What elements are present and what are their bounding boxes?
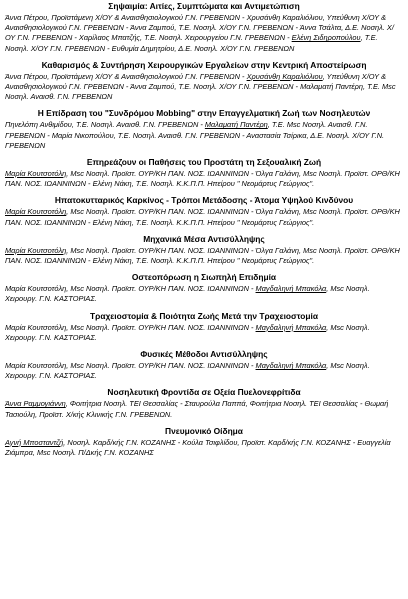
presenting-author-name: Μαγδαληνή Μπακόλα — [255, 284, 327, 294]
author-list: Πηνελόπη Ανθιμίδου, Τ.Ε. Νοσηλ. Αναισθ. Γ.Ν. ΓΡΕΒΕΝΩΝ - Μαλαματή Παντέρη, Τ.Ε. Msc Νοσηλ. Αναισθ. Γ.Ν. ΓΡΕΒΕΝΩΝ - Μαρία Νικοπούλου, Τ.Ε. Νοσηλ. Αναισθ. Γ.Ν. ΓΡΕΒΕΝΩΝ - Αναστασία Τσίρικα, Δ.Ε. Νοσηλ. Χ/ΟΥ Γ.Ν. ΓΡΕΒΕΝΩΝ — [5, 120, 385, 150]
author-name: Όλγα Γαλάνη — [255, 169, 299, 179]
presentation-entry — [5, 234, 403, 266]
author-affiliation: Φοιτήτρια Νοσηλ. ΤΕΙ Θεσσαλίας — [249, 399, 358, 409]
author-list: Μαρία Κουτσοτόλη, Msc Νοσηλ. Προϊστ. ΟΥΡ/ΚΗ ΠΑΝ. ΝΟΣ. ΙΩΑΝΝΙΝΩΝ - Όλγα Γαλάνη, Msc Νοσηλ. Προϊστ. ΟΡΘ/ΚΗ ΠΑΝ. ΝΟΣ. ΙΩΑΝΝΙΝΩΝ - Ελένη Νάκη, Τ.Ε. Νοσηλ. Κ.Κ.Π.Π. Ηπείρου " Νεομάρτυς Γεώργιος". — [5, 245, 400, 266]
author-affiliation: Τ.Ε. Νοσηλ. Χειρουργείου Γ.Ν. ΓΡΕΒΕΝΩΝ — [144, 33, 286, 43]
presentation-title: Τραχειοστομία & Ποιότητα Ζωής Μετά την Τραχειοστομία — [90, 310, 318, 321]
presentation-title: Ηπατοκυτταρικός Καρκίνος - Τρόποι Μετάδοσης - Άτομα Υψηλού Κινδύνου — [54, 195, 354, 206]
author-affiliation: Υπεύθυνη Χ/ΟΥ & Αναισθησιολογικού Γ.Ν. ΓΡΕΒΕΝΩΝ — [5, 71, 387, 92]
author-name: Μαρία Κουτσοτόλη — [5, 361, 67, 371]
presenting-author-name: Μαγδαληνή Μπακόλα — [255, 361, 327, 371]
presenting-author-name: Μαρία Κουτσοτόλη — [5, 245, 67, 255]
author-affiliation: Προϊστ. Καρδ/κής Γ.Ν. ΚΟΖΑΝΗΣ — [241, 437, 351, 447]
author-affiliation: Τ.Ε. Νοσηλ. Αναισθ. Γ.Ν. ΓΡΕΒΕΝΩΝ — [117, 130, 241, 140]
author-name: Ελένη Νάκη — [92, 179, 132, 189]
presenting-author-name: Χρυσάνθη Καραλιόλιου — [246, 71, 323, 81]
author-name: Ελένη Νάκη — [92, 256, 132, 266]
author-name: Χρυσάνθη Καραλιόλιου — [246, 13, 323, 22]
author-affiliation: Τ.Ε. Νοσηλ. Κ.Κ.Π.Π. Ηπείρου " Νεομάρτυς Γεώργιος". — [135, 217, 315, 227]
presentation-entry — [5, 272, 403, 304]
author-affiliation: Msc Νοσηλ. Προϊστ. ΟΡΘ/ΚΗ ΠΑΝ. ΝΟΣ. ΙΩΑΝΝΙΝΩΝ — [5, 207, 400, 227]
presentation-title: Οστεοπόρωση η Σιωπηλή Επιδημία — [131, 272, 277, 283]
author-affiliation: Τ.Ε. Νοσηλ. Χ/ΟΥ Γ.Ν. ΓΡΕΒΕΝΩΝ — [5, 33, 378, 53]
author-name: Μαρία Νικοπούλου — [51, 130, 114, 140]
presenting-author-name: Μαγδαληνή Μπακόλα — [255, 322, 327, 332]
author-name: Άννα Ζαμπού — [130, 82, 175, 92]
presentation-entry — [5, 311, 403, 343]
author-list: Αγνή Μποσταντζή, Νοσηλ. Καρδ/κής Γ.Ν. ΚΟΖΑΝΗΣ - Κούλα Τσιφλίδου, Προϊστ. Καρδ/κής Γ.Ν. ΚΟΖΑΝΗΣ - Ευαγγελία Ζιάμπρα, Msc Νοσηλ. Π/Δκής Γ.Ν. ΚΟΖΑΝΗΣ — [5, 437, 391, 458]
author-name: Θωμαή Τασιούλη — [5, 399, 389, 419]
author-affiliation: Δ.Ε. Νοσηλ. Χ/ΟΥ Γ.Ν. ΓΡΕΒΕΝΩΝ — [5, 23, 394, 43]
author-affiliation: Τ.Ε. Νοσηλ. Αναισθ. Γ.Ν. ΓΡΕΒΕΝΩΝ — [75, 120, 199, 130]
author-name: Χαρίλαος Μπατζής — [78, 33, 141, 43]
author-affiliation: Msc Νοσηλ. Προϊστ. ΟΥΡ/ΚΗ ΠΑΝ. ΝΟΣ. ΙΩΑΝΝΙΝΩΝ — [70, 207, 249, 217]
author-affiliation: Msc Νοσηλ. Προϊστ. ΟΥΡ/ΚΗ ΠΑΝ. ΝΟΣ. ΙΩΑΝΝΙΝΩΝ — [70, 169, 249, 179]
presentation-entry — [5, 108, 403, 151]
author-name: Σταυρούλα Παππά — [184, 399, 246, 409]
author-list: Μαρία Κουτσοτόλη, Msc Νοσηλ. Προϊστ. ΟΥΡ/ΚΗ ΠΑΝ. ΝΟΣ. ΙΩΑΝΝΙΝΩΝ - Μαγδαληνή Μπακόλα, Msc Νοσηλ. Χειρουργ. Γ.Ν. ΚΑΣΤΟΡΙΑΣ. — [5, 284, 370, 304]
author-list: Μαρία Κουτσοτόλη, Msc Νοσηλ. Προϊστ. ΟΥΡ/ΚΗ ΠΑΝ. ΝΟΣ. ΙΩΑΝΝΙΝΩΝ - Όλγα Γαλάνη, Msc Νοσηλ. Προϊστ. ΟΡΘ/ΚΗ ΠΑΝ. ΝΟΣ. ΙΩΑΝΝΙΝΩΝ - Ελένη Νάκη, Τ.Ε. Νοσηλ. Κ.Κ.Π.Π. Ηπείρου " Νεομάρτυς Γεώργιος". — [5, 169, 400, 189]
author-name: Όλγα Γαλάνη — [255, 245, 299, 255]
author-affiliation: Msc Νοσηλ. Χειρουργ. Γ.Ν. ΚΑΣΤΟΡΙΑΣ. — [5, 284, 370, 304]
presentation-entry — [5, 426, 403, 458]
author-affiliation: Προϊστάμενη Χ/ΟΥ & Αναισθησιολογικού Γ.Ν. ΓΡΕΒΕΝΩΝ — [51, 71, 240, 81]
author-affiliation: Msc Νοσηλ. Χειρουργ. Γ.Ν. ΚΑΣΤΟΡΙΑΣ. — [5, 361, 370, 381]
author-affiliation: Δ.Ε. Νοσηλ. Χ/ΟΥ Γ.Ν. ΓΡΕΒΕΝΩΝ — [5, 130, 385, 150]
presentation-entry — [5, 195, 403, 227]
presentation-title: Σηψαιμία: Αιτίες, Συμπτώματα και Αντιμετώπιση — [108, 1, 300, 11]
presentation-title: Η Επίδραση του "Συνδρόμου Mobbing" στην Επαγγελματική Ζωή των Νοσηλευτών — [37, 108, 371, 119]
author-affiliation: Τ.Ε. Νοσηλ. Κ.Κ.Π.Π. Ηπείρου " Νεομάρτυς Γεώργιος". — [135, 256, 315, 266]
presentation-title: Μηχανικά Μέσα Αντισύλληψης — [143, 233, 265, 244]
author-list: Άννα Πέτρου, Προϊστάμενη Χ/ΟΥ & Αναισθησιολογικού Γ.Ν. ΓΡΕΒΕΝΩΝ - Χρυσάνθη Καραλιόλιου, Υπεύθυνη Χ/ΟΥ & Αναισθησιολογικού Γ.Ν. ΓΡΕΒΕΝΩΝ - Άννα Ζαμπού, Τ.Ε. Νοσηλ. Χ/ΟΥ Γ.Ν. ΓΡΕΒΕΝΩΝ - Άννα Τσάλτα, Δ.Ε. Νοσηλ. Χ/ΟΥ Γ.Ν. ΓΡΕΒΕΝΩΝ - Χαρίλαος Μπατζής, Τ.Ε. Νοσηλ. Χειρουργείου Γ.Ν. ΓΡΕΒΕΝΩΝ - Ελένη Σιδηροπούλου, Τ.Ε. Νοσηλ. Χ/ΟΥ Γ.Ν. ΓΡΕΒΕΝΩΝ - Ευθυμία Δημητρίου, Δ.Ε. Νοσηλ. Χ/ΟΥ Γ.Ν. ΓΡΕΒΕΝΩΝ — [5, 13, 394, 53]
author-name: Άννα Τσάλτα — [299, 23, 342, 33]
presenting-author-name: Μαλαματή Παντέρη — [204, 120, 268, 130]
presentation-entry — [5, 387, 403, 419]
author-affiliation: Τ.Ε. Νοσηλ. Χ/ΟΥ Γ.Ν. ΓΡΕΒΕΝΩΝ — [178, 23, 294, 33]
author-affiliation: Msc Νοσηλ. Προϊστ. ΟΡΘ/ΚΗ ΠΑΝ. ΝΟΣ. ΙΩΑΝΝΙΝΩΝ — [5, 245, 400, 266]
author-list: Άννα Πέτρου, Προϊστάμενη Χ/ΟΥ & Αναισθησιολογικού Γ.Ν. ΓΡΕΒΕΝΩΝ - Χρυσάνθη Καραλιόλιου, Υπεύθυνη Χ/ΟΥ & Αναισθησιολογικού Γ.Ν. ΓΡΕΒΕΝΩΝ - Άννα Ζαμπού, Τ.Ε. Νοσηλ. Χ/ΟΥ Γ.Ν. ΓΡΕΒΕΝΩΝ - Μαλαματή Παντέρη, Τ.Ε. Msc Νοσηλ. Αναισθ. Γ.Ν. ΓΡΕΒΕΝΩΝ — [5, 71, 396, 102]
author-name: Άννα Πέτρου — [5, 71, 48, 81]
author-affiliation: Msc Νοσηλ. Χειρουργ. Γ.Ν. ΚΑΣΤΟΡΙΑΣ. — [5, 322, 370, 342]
presenting-author-name: Ελένη Σιδηροπούλου — [291, 33, 361, 43]
author-affiliation: Τ.Ε. Msc Νοσηλ. Αναισθ. Γ.Ν. ΓΡΕΒΕΝΩΝ — [5, 82, 396, 102]
author-name: Μαλαματή Παντέρη — [300, 82, 363, 92]
author-affiliation: Msc Νοσηλ. Προϊστ. ΟΡΘ/ΚΗ ΠΑΝ. ΝΟΣ. ΙΩΑΝΝΙΝΩΝ — [5, 169, 400, 189]
presenting-author-name: Μαρία Κουτσοτόλη — [5, 169, 67, 179]
presenting-author-name: Αγνή Μποσταντζή — [5, 437, 64, 447]
author-list: Μαρία Κουτσοτόλη, Msc Νοσηλ. Προϊστ. ΟΥΡ/ΚΗ ΠΑΝ. ΝΟΣ. ΙΩΑΝΝΙΝΩΝ - Μαγδαληνή Μπακόλα, Msc Νοσηλ. Χειρουργ. Γ.Ν. ΚΑΣΤΟΡΙΑΣ. — [5, 322, 370, 342]
presentation-entry — [5, 157, 403, 189]
author-name: Ελένη Νάκη — [92, 217, 132, 227]
author-affiliation: Υπεύθυνη Χ/ΟΥ & Αναισθησιολογικού Γ.Ν. ΓΡΕΒΕΝΩΝ — [5, 13, 387, 33]
presenting-author-name: Άννα Ραμμογιάννη — [5, 399, 66, 409]
author-list: Άννα Ραμμογιάννη, Φοιτήτρια Νοσηλ. ΤΕΙ Θεσσαλίας - Σταυρούλα Παππά, Φοιτήτρια Νοσηλ. ΤΕΙ Θεσσαλίας - Θωμαή Τασιούλη, Προϊστ. Χ/κής Κλινικής Γ.Ν. ΓΡΕΒΕΝΩΝ. — [5, 399, 389, 419]
author-affiliation: Msc Νοσηλ. Προϊστ. ΟΥΡ/ΚΗ ΠΑΝ. ΝΟΣ. ΙΩΑΝΝΙΝΩΝ — [70, 284, 249, 294]
author-affiliation: Τ.Ε. Msc Νοσηλ. Αναισθ. Γ.Ν. ΓΡΕΒΕΝΩΝ — [5, 120, 368, 140]
author-affiliation: Προϊστ. Χ/κής Κλινικής Γ.Ν. ΓΡΕΒΕΝΩΝ. — [39, 409, 173, 419]
author-name: Όλγα Γαλάνη — [255, 207, 299, 217]
author-name: Άννα Πέτρου — [5, 13, 48, 22]
author-affiliation: Msc Νοσηλ. Προϊστ. ΟΥΡ/ΚΗ ΠΑΝ. ΝΟΣ. ΙΩΑΝΝΙΝΩΝ — [70, 322, 249, 332]
presentation-title: Φυσικές Μέθοδοι Αντισύλληψης — [140, 349, 268, 360]
author-affiliation: Msc Νοσηλ. Π/Δκής Γ.Ν. ΚΟΖΑΝΗΣ — [36, 448, 154, 458]
presentation-entry — [5, 349, 403, 381]
author-name: Μαρία Κουτσοτόλη — [5, 284, 67, 294]
author-affiliation: Τ.Ε. Νοσηλ. Χ/ΟΥ Γ.Ν. ΓΡΕΒΕΝΩΝ — [178, 82, 294, 92]
author-affiliation: Νοσηλ. Καρδ/κής Γ.Ν. ΚΟΖΑΝΗΣ — [67, 437, 176, 447]
author-name: Πηνελόπη Ανθιμίδου — [5, 120, 72, 130]
presenting-author-name: Μαρία Κουτσοτόλη — [5, 207, 67, 217]
author-list: Μαρία Κουτσοτόλη, Msc Νοσηλ. Προϊστ. ΟΥΡ/ΚΗ ΠΑΝ. ΝΟΣ. ΙΩΑΝΝΙΝΩΝ - Όλγα Γαλάνη, Msc Νοσηλ. Προϊστ. ΟΡΘ/ΚΗ ΠΑΝ. ΝΟΣ. ΙΩΑΝΝΙΝΩΝ - Ελένη Νάκη, Τ.Ε. Νοσηλ. Κ.Κ.Π.Π. Ηπείρου " Νεομάρτυς Γεώργιος". — [5, 207, 400, 227]
author-list: Μαρία Κουτσοτόλη, Msc Νοσηλ. Προϊστ. ΟΥΡ/ΚΗ ΠΑΝ. ΝΟΣ. ΙΩΑΝΝΙΝΩΝ - Μαγδαληνή Μπακόλα, Msc Νοσηλ. Χειρουργ. Γ.Ν. ΚΑΣΤΟΡΙΑΣ. — [5, 361, 370, 381]
author-affiliation: Msc Νοσηλ. Προϊστ. ΟΥΡ/ΚΗ ΠΑΝ. ΝΟΣ. ΙΩΑΝΝΙΝΩΝ — [70, 245, 249, 255]
presentation-title: Νοσηλευτική Φροντίδα σε Οξεία Πυελονεφρίτιδα — [107, 387, 301, 398]
presentation-title: Επηρεάζουν οι Παθήσεις του Προστάτη τη Σεξουαλική Ζωή — [86, 157, 322, 168]
author-name: Ευθυμία Δημητρίου — [111, 43, 175, 53]
presentation-title: Καθαρισμός & Συντήρηση Χειρουργικών Εργαλείων στην Κεντρική Αποστείρωση — [41, 59, 367, 70]
author-affiliation: Msc Νοσηλ. Προϊστ. ΟΥΡ/ΚΗ ΠΑΝ. ΝΟΣ. ΙΩΑΝΝΙΝΩΝ — [70, 361, 249, 371]
presentation-title: Πνευμονικό Οίδημα — [165, 425, 243, 436]
author-name: Κούλα Τσιφλίδου — [182, 437, 238, 447]
author-name: Μαρία Κουτσοτόλη — [5, 322, 67, 332]
author-affiliation: Προϊστάμενη Χ/ΟΥ & Αναισθησιολογικού Γ.Ν. ΓΡΕΒΕΝΩΝ — [51, 13, 240, 22]
author-affiliation: Δ.Ε. Νοσηλ. Χ/ΟΥ Γ.Ν. ΓΡΕΒΕΝΩΝ — [178, 43, 295, 53]
author-name: Ευαγγελία Ζιάμπρα — [5, 437, 391, 458]
presentation-entry — [5, 60, 403, 103]
author-name: Αναστασία Τσίρικα — [246, 130, 307, 140]
author-affiliation: Τ.Ε. Νοσηλ. Κ.Κ.Π.Π. Ηπείρου " Νεομάρτυς Γεώργιος". — [135, 179, 315, 189]
presentation-entry — [5, 1, 403, 54]
author-affiliation: Φοιτήτρια Νοσηλ. ΤΕΙ Θεσσαλίας — [69, 399, 179, 409]
author-name: Άννα Ζαμπού — [130, 23, 175, 33]
